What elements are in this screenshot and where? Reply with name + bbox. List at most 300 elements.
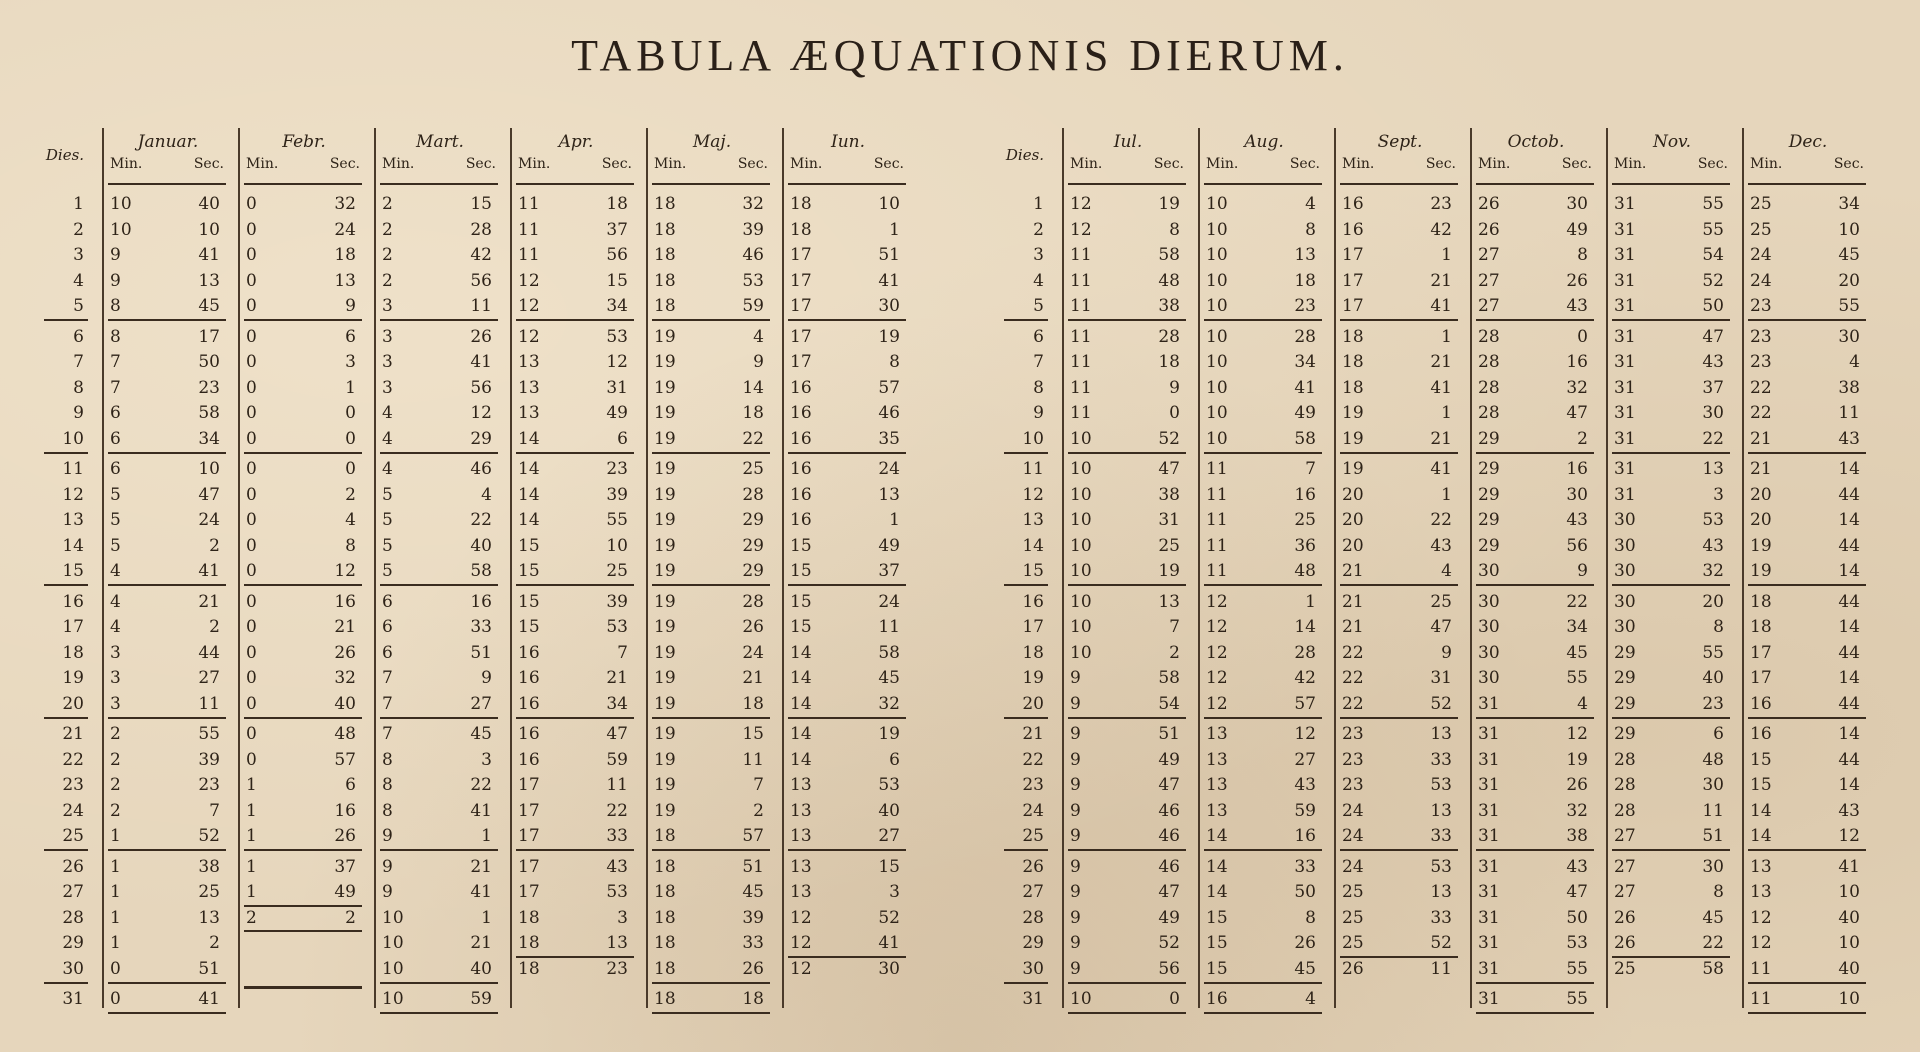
min-value: 1 — [110, 933, 121, 954]
min-value: 15 — [790, 617, 812, 638]
dies-header: Dies. — [1005, 146, 1045, 164]
dies-header: Dies. — [45, 146, 85, 164]
min-value: 4 — [110, 561, 121, 582]
sec-value: 22 — [1430, 510, 1452, 531]
day-number: 11 — [62, 459, 84, 479]
min-value: 17 — [790, 352, 812, 373]
sec-value: 53 — [742, 270, 764, 291]
sec-value: 41 — [198, 561, 220, 582]
min-value: 29 — [1478, 459, 1500, 479]
min-value: 2 — [246, 907, 257, 928]
sec-value: 18 — [742, 989, 764, 1009]
min-value: 30 — [1478, 561, 1500, 582]
sec-value: 26 — [334, 642, 356, 663]
min-value: 9 — [1070, 882, 1081, 903]
sec-value: 4 — [481, 484, 492, 505]
sec-value: 0 — [345, 403, 356, 424]
sec-value: 53 — [606, 326, 628, 347]
sec-value: 23 — [1294, 296, 1316, 317]
min-value: 30 — [1614, 561, 1636, 582]
sec-value: 38 — [1158, 484, 1180, 505]
min-value: 21 — [1342, 617, 1364, 638]
day-number: 24 — [1022, 800, 1044, 821]
group-divider — [1068, 1012, 1186, 1014]
group-divider — [44, 982, 88, 984]
min-value: 28 — [1614, 800, 1636, 821]
sec-value: 40 — [470, 958, 492, 979]
min-value: 18 — [654, 826, 676, 847]
min-value: 30 — [1614, 617, 1636, 638]
sec-value: 26 — [1566, 775, 1588, 796]
min-value: 20 — [1342, 510, 1364, 531]
sec-value: 51 — [1158, 724, 1180, 744]
group-divider — [244, 905, 362, 907]
group-divider — [380, 319, 498, 321]
group-divider — [516, 849, 634, 851]
day-number: 14 — [62, 535, 84, 556]
min-value: 6 — [382, 642, 393, 663]
sec-value: 42 — [1430, 219, 1452, 240]
day-number: 17 — [1022, 617, 1044, 638]
sec-value: 24 — [742, 642, 764, 663]
min-value: 5 — [382, 510, 393, 531]
min-value: 13 — [1206, 724, 1228, 744]
sec-value: 1 — [1441, 403, 1452, 424]
sec-value: 48 — [1294, 561, 1316, 582]
group-divider — [1004, 584, 1048, 586]
sec-value: 24 — [334, 219, 356, 240]
header-rule — [1340, 183, 1458, 185]
month-name: Apr. — [558, 132, 594, 152]
day-number: 20 — [1022, 693, 1044, 714]
sec-value: 16 — [1294, 484, 1316, 505]
sec-value: 32 — [1566, 377, 1588, 398]
min-value: 2 — [382, 245, 393, 266]
min-value: 1 — [246, 775, 257, 796]
min-value: 13 — [1206, 775, 1228, 796]
min-value: 15 — [518, 561, 540, 582]
sec-value: 52 — [1702, 270, 1724, 291]
min-value: 31 — [1478, 856, 1500, 877]
sec-value: 34 — [198, 428, 220, 449]
sec-value: 14 — [1838, 775, 1860, 796]
group-divider — [788, 956, 906, 958]
sec-value: 23 — [606, 958, 628, 979]
group-divider — [380, 1012, 498, 1014]
min-value: 11 — [1070, 326, 1092, 347]
min-value: 12 — [790, 907, 812, 928]
min-value: 19 — [654, 775, 676, 796]
sec-value: 19 — [1158, 561, 1180, 582]
sec-value: 58 — [1158, 668, 1180, 689]
min-value: 12 — [1070, 194, 1092, 214]
sec-value: 54 — [1158, 693, 1180, 714]
sec-value: 23 — [198, 775, 220, 796]
group-divider — [380, 717, 498, 719]
min-value: 12 — [1206, 617, 1228, 638]
min-value: 13 — [1206, 749, 1228, 770]
min-value: 11 — [1206, 535, 1228, 556]
min-value: 12 — [790, 933, 812, 954]
min-value: 6 — [382, 617, 393, 638]
min-value: 9 — [1070, 775, 1081, 796]
min-value: 23 — [1342, 724, 1364, 744]
sec-value: 10 — [606, 535, 628, 556]
min-value: 26 — [1478, 219, 1500, 240]
sec-value: 58 — [470, 561, 492, 582]
sec-value: 42 — [470, 245, 492, 266]
min-value: 31 — [1614, 403, 1636, 424]
sec-value: 41 — [1430, 296, 1452, 317]
min-value: 9 — [382, 856, 393, 877]
sec-value: 41 — [878, 270, 900, 291]
day-number: 7 — [73, 352, 84, 373]
day-number: 20 — [62, 693, 84, 714]
sec-value: 14 — [1838, 617, 1860, 638]
sec-value: 31 — [1430, 668, 1452, 689]
min-value: 15 — [1206, 933, 1228, 954]
min-value: 11 — [1206, 459, 1228, 479]
min-value: 11 — [1070, 377, 1092, 398]
month-column — [1062, 128, 1192, 1008]
sec-value: 1 — [889, 219, 900, 240]
month-name: Febr. — [282, 132, 326, 152]
min-value: 2 — [110, 724, 121, 744]
min-value: 0 — [246, 245, 257, 266]
min-value: 11 — [1070, 296, 1092, 317]
min-value: 18 — [1342, 377, 1364, 398]
sec-value: 9 — [1577, 561, 1588, 582]
min-value: 9 — [1070, 749, 1081, 770]
min-header: Min. — [1070, 156, 1103, 172]
group-divider — [1612, 717, 1730, 719]
min-value: 10 — [1206, 326, 1228, 347]
min-value: 0 — [246, 724, 257, 744]
min-value: 19 — [654, 642, 676, 663]
sec-header: Sec. — [1697, 156, 1728, 172]
min-value: 18 — [654, 933, 676, 954]
day-number: 6 — [73, 326, 84, 347]
sec-value: 26 — [1566, 270, 1588, 291]
sec-value: 33 — [606, 826, 628, 847]
day-number: 9 — [73, 403, 84, 424]
day-number: 13 — [62, 510, 84, 531]
min-value: 31 — [1614, 245, 1636, 266]
sec-value: 57 — [1294, 693, 1316, 714]
sec-value: 11 — [878, 617, 900, 638]
sec-value: 57 — [334, 749, 356, 770]
sec-header: Sec. — [873, 156, 904, 172]
sec-value: 44 — [1838, 749, 1860, 770]
min-value: 10 — [1070, 484, 1092, 505]
month-column — [102, 128, 232, 1008]
group-divider — [516, 584, 634, 586]
sec-value: 23 — [1702, 693, 1724, 714]
min-header: Min. — [1206, 156, 1239, 172]
group-divider — [1612, 849, 1730, 851]
sec-value: 6 — [345, 326, 356, 347]
sec-value: 52 — [198, 826, 220, 847]
sec-header: Sec. — [601, 156, 632, 172]
day-number: 5 — [73, 296, 84, 317]
dies-column — [1000, 128, 1050, 1008]
sec-value: 55 — [1702, 194, 1724, 214]
group-divider — [108, 1012, 226, 1014]
day-number: 3 — [1033, 245, 1044, 266]
min-value: 13 — [1206, 800, 1228, 821]
min-value: 10 — [1206, 428, 1228, 449]
min-value: 19 — [1342, 403, 1364, 424]
min-value: 10 — [1206, 219, 1228, 240]
group-divider — [244, 452, 362, 454]
sec-value: 59 — [742, 296, 764, 317]
min-value: 28 — [1478, 377, 1500, 398]
sec-value: 0 — [1577, 326, 1588, 347]
sec-value: 28 — [742, 591, 764, 612]
sec-value: 34 — [1294, 352, 1316, 373]
sec-value: 39 — [606, 591, 628, 612]
sec-value: 49 — [334, 882, 356, 903]
min-value: 10 — [1206, 377, 1228, 398]
min-value: 6 — [110, 403, 121, 424]
min-value: 0 — [246, 326, 257, 347]
sec-value: 29 — [742, 535, 764, 556]
min-value: 17 — [518, 826, 540, 847]
min-value: 18 — [1750, 617, 1772, 638]
sec-value: 24 — [198, 510, 220, 531]
group-divider — [1748, 982, 1866, 984]
sec-value: 50 — [1702, 296, 1724, 317]
sec-value: 34 — [1838, 194, 1860, 214]
sec-value: 25 — [1158, 535, 1180, 556]
sec-value: 19 — [1566, 749, 1588, 770]
month-column — [1606, 128, 1736, 1008]
sec-value: 41 — [1294, 377, 1316, 398]
sec-value: 13 — [1158, 591, 1180, 612]
sec-value: 38 — [1158, 296, 1180, 317]
min-value: 19 — [654, 617, 676, 638]
sec-value: 14 — [1838, 561, 1860, 582]
sec-value: 15 — [470, 194, 492, 214]
min-value: 31 — [1478, 882, 1500, 903]
min-value: 16 — [518, 693, 540, 714]
group-divider — [1340, 452, 1458, 454]
min-value: 23 — [1750, 326, 1772, 347]
group-divider — [788, 717, 906, 719]
min-value: 2 — [110, 749, 121, 770]
sec-value: 0 — [345, 459, 356, 479]
page-title: TABULA ÆQUATIONIS DIERUM. — [571, 31, 1349, 80]
sec-value: 51 — [878, 245, 900, 266]
sec-value: 4 — [1849, 352, 1860, 373]
header-rule — [1476, 183, 1594, 185]
group-divider — [1204, 849, 1322, 851]
sec-value: 1 — [1441, 484, 1452, 505]
month-column — [1742, 128, 1872, 1008]
sec-value: 7 — [753, 775, 764, 796]
min-value: 27 — [1478, 270, 1500, 291]
min-value: 31 — [1614, 352, 1636, 373]
min-value: 31 — [1614, 296, 1636, 317]
sec-value: 40 — [470, 535, 492, 556]
sec-value: 30 — [1838, 326, 1860, 347]
sec-value: 10 — [1838, 219, 1860, 240]
sec-value: 30 — [1702, 856, 1724, 877]
min-value: 29 — [1614, 693, 1636, 714]
month-column — [646, 128, 776, 1008]
sec-value: 34 — [606, 693, 628, 714]
sec-value: 8 — [1169, 219, 1180, 240]
sec-value: 55 — [1566, 668, 1588, 689]
min-value: 25 — [1750, 219, 1772, 240]
sec-value: 46 — [470, 459, 492, 479]
min-value: 26 — [1342, 958, 1364, 979]
min-value: 14 — [790, 749, 812, 770]
group-divider — [1204, 717, 1322, 719]
min-value: 19 — [654, 535, 676, 556]
sec-value: 20 — [1702, 591, 1724, 612]
min-value: 0 — [246, 194, 257, 214]
sec-value: 33 — [1430, 826, 1452, 847]
min-value: 6 — [110, 459, 121, 479]
sec-value: 14 — [1838, 668, 1860, 689]
min-value: 24 — [1342, 826, 1364, 847]
day-number: 10 — [62, 428, 84, 449]
group-divider — [108, 319, 226, 321]
sec-value: 7 — [209, 800, 220, 821]
group-divider — [1004, 452, 1048, 454]
min-value: 30 — [1614, 535, 1636, 556]
sec-value: 13 — [1430, 800, 1452, 821]
sec-value: 14 — [1838, 459, 1860, 479]
min-value: 18 — [654, 989, 676, 1009]
day-number: 2 — [73, 219, 84, 240]
min-value: 11 — [1750, 958, 1772, 979]
day-number: 14 — [1022, 535, 1044, 556]
sec-value: 50 — [198, 352, 220, 373]
min-value: 19 — [654, 749, 676, 770]
header-rule — [1748, 183, 1866, 185]
sec-value: 35 — [878, 428, 900, 449]
min-value: 5 — [382, 484, 393, 505]
sec-value: 59 — [470, 989, 492, 1009]
sec-value: 1 — [481, 907, 492, 928]
min-value: 8 — [382, 775, 393, 796]
min-value: 31 — [1478, 826, 1500, 847]
min-value: 10 — [1070, 535, 1092, 556]
group-divider — [1748, 1012, 1866, 1014]
min-value: 19 — [654, 377, 676, 398]
sec-value: 49 — [1294, 403, 1316, 424]
min-value: 17 — [790, 245, 812, 266]
min-value: 17 — [1750, 668, 1772, 689]
header-rule — [1068, 183, 1186, 185]
min-value: 11 — [1070, 270, 1092, 291]
min-value: 18 — [790, 194, 812, 214]
sec-value: 45 — [1702, 907, 1724, 928]
min-value: 27 — [1478, 245, 1500, 266]
sec-header: Sec. — [1425, 156, 1456, 172]
sec-value: 23 — [1430, 194, 1452, 214]
sec-value: 19 — [878, 326, 900, 347]
min-value: 23 — [1750, 352, 1772, 373]
sec-value: 32 — [1566, 800, 1588, 821]
sec-value: 40 — [878, 800, 900, 821]
sec-value: 11 — [742, 749, 764, 770]
day-number: 24 — [62, 800, 84, 821]
group-divider — [1068, 452, 1186, 454]
min-value: 28 — [1478, 403, 1500, 424]
min-value: 16 — [1750, 693, 1772, 714]
sec-value: 32 — [878, 693, 900, 714]
min-value: 9 — [1070, 668, 1081, 689]
sec-value: 2 — [209, 535, 220, 556]
group-divider — [516, 717, 634, 719]
min-value: 10 — [110, 194, 132, 214]
sec-value: 44 — [198, 642, 220, 663]
sec-value: 47 — [1566, 403, 1588, 424]
min-value: 31 — [1614, 484, 1636, 505]
dies-column — [40, 128, 90, 1008]
min-value: 12 — [518, 270, 540, 291]
sec-value: 46 — [742, 245, 764, 266]
sec-value: 51 — [470, 642, 492, 663]
sec-header: Sec. — [1153, 156, 1184, 172]
min-value: 8 — [382, 749, 393, 770]
min-value: 3 — [382, 326, 393, 347]
sec-value: 40 — [334, 693, 356, 714]
min-value: 12 — [518, 326, 540, 347]
sec-value: 2 — [345, 484, 356, 505]
group-divider — [380, 849, 498, 851]
sec-value: 26 — [742, 617, 764, 638]
sec-value: 7 — [1169, 617, 1180, 638]
sec-value: 8 — [889, 352, 900, 373]
min-value: 17 — [790, 326, 812, 347]
sec-value: 6 — [617, 428, 628, 449]
min-value: 16 — [790, 428, 812, 449]
group-divider — [652, 452, 770, 454]
sec-value: 1 — [1441, 326, 1452, 347]
sec-value: 50 — [1294, 882, 1316, 903]
sec-value: 45 — [1566, 642, 1588, 663]
min-value: 2 — [382, 194, 393, 214]
sec-value: 56 — [606, 245, 628, 266]
min-value: 10 — [1070, 428, 1092, 449]
month-name: Iul. — [1113, 132, 1143, 152]
sec-value: 54 — [1702, 245, 1724, 266]
sec-value: 39 — [606, 484, 628, 505]
sec-value: 4 — [1577, 693, 1588, 714]
min-value: 19 — [654, 724, 676, 744]
sec-value: 11 — [470, 296, 492, 317]
group-divider — [788, 452, 906, 454]
sec-value: 15 — [606, 270, 628, 291]
min-value: 11 — [518, 194, 540, 214]
min-value: 9 — [110, 245, 121, 266]
sec-value: 10 — [1838, 882, 1860, 903]
sec-value: 23 — [198, 377, 220, 398]
sec-value: 56 — [1158, 958, 1180, 979]
min-value: 11 — [518, 245, 540, 266]
group-divider — [1476, 849, 1594, 851]
sec-value: 13 — [1430, 724, 1452, 744]
sec-value: 3 — [481, 749, 492, 770]
sec-value: 49 — [878, 535, 900, 556]
min-value: 14 — [790, 642, 812, 663]
sec-value: 21 — [742, 668, 764, 689]
sec-value: 10 — [1838, 933, 1860, 954]
